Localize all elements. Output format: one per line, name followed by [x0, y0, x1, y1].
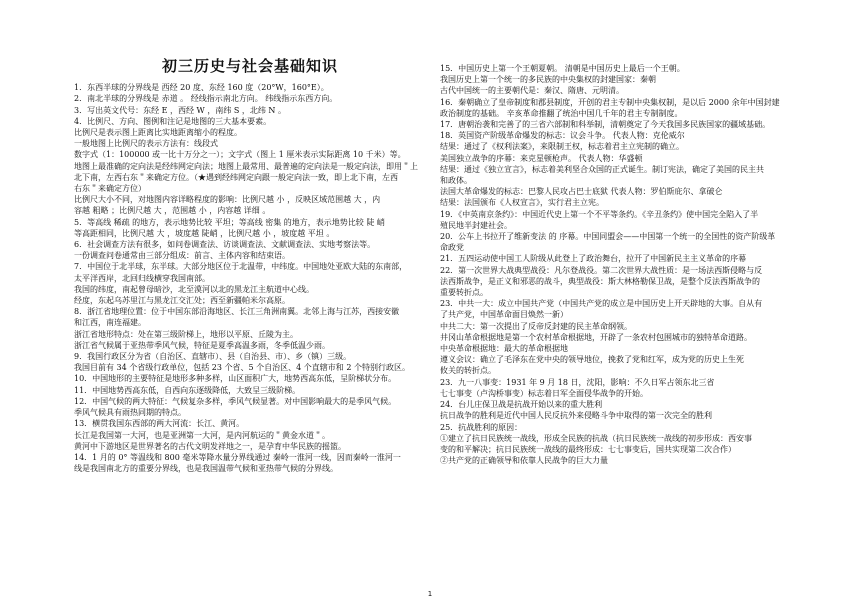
document-title: 初三历史与社会基础知识 [161, 57, 338, 75]
text-line: 美国独立战争的序幕：来克星顿枪声。 代表人物：华盛顿 [440, 153, 643, 163]
text-line: 结果：通过《独立宣言》，标志着美利坚合众国的正式诞生。制订宪法，确定了美国的民主共 [440, 164, 764, 174]
text-line: 季风气候具有雨热同期的特点。 [74, 408, 186, 418]
text-line: 结果：法国颁布《人权宣言》，实行君主立宪。 [440, 198, 604, 208]
text-line: 24．台儿庄保卫战是抗战开始以来的重大胜利 [440, 400, 603, 410]
text-line: 太平洋西岸，北回归线横穿我国南部。 [74, 273, 210, 283]
text-line: 16．秦朝确立了皇帝制度和郡县制度，开创的君主专制中央集权制，是以后 2000 余年中国封建 [440, 97, 780, 107]
text-line: 中共二大：第一次提出了反帝反封建的民主革命纲领。 [440, 321, 632, 331]
text-line: 25．抗战胜利的原因： [440, 422, 523, 432]
text-line: 3．写出英文代号：东经 E ，西经 W ，南纬 S ，北纬 N 。 [74, 105, 286, 115]
text-line: 浙江省地形特点：处在第三级阶梯上，地形以平原、丘陵为主。 [74, 329, 298, 339]
text-line: 和江西，南连福建。 [74, 318, 146, 328]
text-line: 数字式（1：100000 或一比十万分之一）；文字式（图上 1 厘米表示实际距离 10 千米）等。 [74, 150, 406, 160]
text-line: 地图上最准确的定向法是经纬网定向法；地图上最常用、最普遍的定向法是一般定向法，即用＂上 [74, 161, 418, 171]
text-line: 等高距相同，比例尺越 大 ，坡度越 陡峭 ，比例尺越 小 ，坡度越 平坦 。 [74, 228, 335, 238]
right-column [440, 0, 802, 604]
text-line: 比例尺是表示图上距离比实地距离缩小的程度。 [74, 128, 242, 138]
text-line: 右东＂来确定方位） [74, 184, 146, 194]
text-line: 黄河中下游地区是世界著名的古代文明发祥地之一，是孕育中华民族的摇篮。 [74, 441, 346, 451]
text-line: 政治制度的基础。 辛亥革命推翻了统治中国几千年的君主专制制度。 [440, 108, 683, 118]
text-line: 一份调查问卷通常由三部分组成：前言、主体内容和结束语。 [74, 251, 290, 261]
text-line: 经度，东起乌苏里江与黑龙江交汇处；西至新疆帕米尔高原。 [74, 296, 290, 306]
text-line: 2．南北半球的分界线是 赤道 。 经线指示南北方向。 纬线指示东西方向。 [74, 94, 338, 104]
text-line: ②共产党的正确领导和依靠人民战争的巨大力量 [440, 456, 608, 466]
text-line: 殖民地半封建社会。 [440, 220, 512, 230]
text-line: 14．1 月的 0° 等温线和 800 毫米等降水量分界线通过 秦岭一淮河一线，因而秦岭一淮河一 [74, 452, 401, 462]
text-line: 8．浙江省地理位置：位于中国东部沿海地区、长江三角洲南翼。北邻上海与江苏，西接安徽 [74, 307, 400, 317]
right-column-lines [440, 63, 802, 466]
page-number: 1 [427, 590, 433, 598]
text-line: 法国大革命爆发的标志：巴黎人民攻占巴士底狱 代表人物：罗伯斯庇尔、拿破仑 [440, 187, 723, 197]
text-line: 17．唐朝治袭和完善了的三省六部制和科举制，清朝奠定了今天我国多民族国家的疆域基础。 [440, 120, 771, 130]
text-line: 井冈山革命根据地是第一个农村革命根据地，开辟了一条农村包围城市的独特革命道路。 [440, 332, 752, 342]
left-column [74, 0, 426, 604]
text-line: 20．公车上书拉开了维新变法 的 序幕。中国同盟会——中国第一个统一的全国性的资产阶级革 [440, 232, 776, 242]
text-line: 5．等高线 稀疏 的地方，表示地势比较 平坦；等高线 密集 的地方，表示地势比较 陡 峭 [74, 217, 385, 227]
text-line: 10．中国地形的主要特征是地形多种多样，山区面积广大，地势西高东低，呈阶梯状分布。 [74, 374, 397, 384]
text-line: 中央革命根据地：最大的革命根据地 [440, 344, 568, 354]
text-line: 和政体。 [440, 176, 472, 186]
text-line: 1．东西半球的分界线是 西经 20 度、东经 160 度（20°W，160°E）。 [74, 83, 329, 93]
text-line: 北下南，左西右东＂来确定方位。（★遇到经纬网定向跟一般定向法一致，即上北下南，左西 [74, 172, 398, 182]
text-line: 19．《中英南京条约》：中国近代史上第一个不平等条约。《辛丑条约》使中国完全陷入了半 [440, 209, 759, 219]
text-line: 15．中国历史上第一个王朝夏朝。 清朝是中国历史上最后一个王朝。 [440, 64, 685, 73]
text-line: 线是我国南北方的重要分界线，也是我国温带气候和亚热带气候的分界线。 [74, 464, 338, 474]
text-line: 一般地图上比例尺的表示方法有：线段式 [74, 139, 218, 149]
text-line: 浙江省气候属于亚热带季风气候，特征是夏季高温多雨，冬季低温少雨。 [74, 340, 330, 350]
right-column-top-margin [440, 0, 802, 63]
text-line: 11．中国地势西高东低，自西向东逐级降低，大致呈三级阶梯。 [74, 385, 301, 395]
text-line: 23．中共一大：成立中国共产党（中国共产党的成立是中国历史上开天辟地的大事。自从有 [440, 299, 763, 309]
text-line: 6．社会调查方法有很多，如问卷调查法、访谈调查法、文献调查法、实地考察法等。 [74, 240, 376, 250]
text-line: 命政党 [440, 243, 464, 253]
text-line: 9．我国行政区分为省（自治区、直辖市）、县（自治县、市）、乡（镇）三级。 [74, 352, 352, 362]
text-line: 4．比例尺、方向、图例和注记是地图的三大基本要素。 [74, 116, 272, 126]
text-line: 变的和平解决；抗日民族统一战线的最终形成：七七事变后，国共实现第二次合作） [440, 444, 736, 454]
text-line: 22．第一次世界大战典型战役：凡尔登战役。第二次世界大战性质：是一场法西斯侵略与反 [440, 265, 763, 275]
text-line: 七七事变（卢沟桥事变）标志着日军全面侵华战争的开始。 [440, 388, 648, 398]
text-line: 13．横贯我国东西部的两大河流：长江、黄河。 [74, 419, 245, 429]
text-line: 攸关的转折点。 [440, 366, 496, 376]
text-line: 遵义会议：确立了毛泽东在党中央的领导地位，挽救了党和红军，成为党的历史上生死 [440, 355, 744, 365]
left-column-lines [74, 82, 426, 474]
text-line: 23．九一八事变：1931 年 9 月 18 日，沈阳，影响：不久日军占领东北三省 [440, 377, 715, 387]
text-line: 法西斯战争，是正义和邪恶的战斗，典型战役：斯大林格勒保卫战，是整个反法西斯战争的 [440, 276, 760, 286]
text-line: 18．英国资产阶级革命爆发的标志：议会斗争。 代表人物：克伦威尔 [440, 131, 685, 141]
text-line: 了共产党，中国革命面目焕然一新） [440, 310, 568, 320]
text-line: 重要转折点。 [440, 288, 488, 298]
text-line: 7．中国位于北半球，东半球。大部分地区位于北温带，中纬度。中国地处亚欧大陆的东南部， [74, 262, 408, 272]
text-line: 我国的纬度，南起曾母暗沙，北至漠河以北的黑龙江主航道中心线。 [74, 284, 314, 294]
text-line: 结果：通过了《权利法案》，来限制王权，标志着君主立宪制的确立。 [440, 142, 684, 152]
text-line: ①建立了抗日民族统一战线，形成全民族的抗战（抗日民族统一战线的初步形成：西安事 [440, 433, 752, 443]
text-line: 长江是我国第一大河，也是亚洲第一大河，是内河航运的＂黄金水道＂。 [74, 430, 330, 440]
text-line: 古代中国统一的主要朝代是：秦汉、隋唐、元明清。 [440, 86, 624, 96]
text-line: 我国历史上第一个统一的多民族的中央集权的封建国家：秦朝 [440, 75, 656, 85]
text-line: 12．中国气候的两大特征：气候复杂多样，季风气候显著。对中国影响最大的是季风气候。 [74, 396, 397, 406]
text-line: 抗日战争的胜利是近代中国人民反抗外来侵略斗争中取得的第一次完全的胜利 [440, 411, 712, 421]
text-line: 我国目前有 34 个省级行政单位，包括 23 个省、5 个自治区、4 个直辖市和 2 个特别行政区。 [74, 363, 410, 373]
text-line: 容越 粗略 ；比例尺越 大 ，范围越 小 ，内容越 详细 。 [74, 206, 271, 216]
text-line: 比例尺大小不同，对地图内容详略程度的影响：比例尺越 小 ，反映区域范围越 大 ，内 [74, 195, 381, 205]
text-line: 21．五四运动使中国工人阶级从此登上了政治舞台，拉开了中国新民主主义革命的序幕 [440, 254, 747, 264]
